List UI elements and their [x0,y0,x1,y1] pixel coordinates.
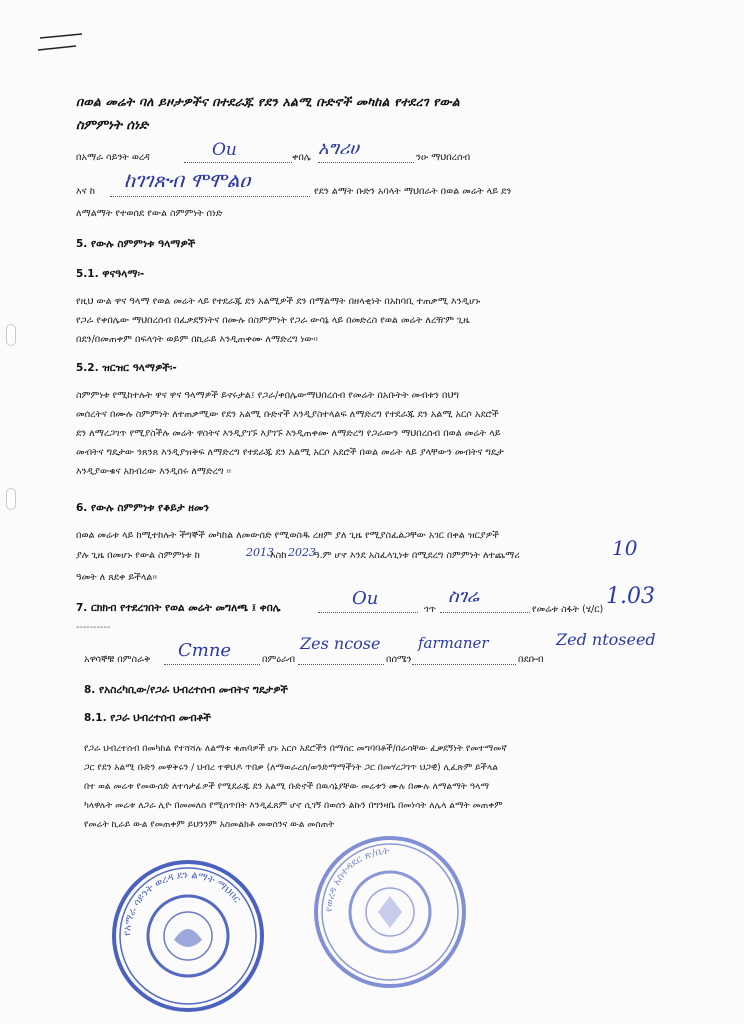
handwritten-year-start: 2013 [246,546,274,559]
svg-text:የአማራ ሳይንት ወረዳ ደን ልማት ማህበር: የአማራ ሳይንት ወረዳ ደን ልማት ማህበር [121,869,243,937]
south-label: በደቡብ [518,654,544,665]
official-stamp-right [310,832,470,992]
fill-line [184,162,292,163]
paragraph-line: በወል መሬቱ ላይ ከሚተከሉት ችግኞች መካከል ለመውሰድ የሚወስዱ ረዘም ያለ ጊዜ የሚያስፈልጋቸው አገር በቀል ዝርያዎች [76,530,500,541]
handwritten-west: Zes ncose [300,634,381,653]
official-stamp-left [108,856,268,1016]
fill-line [318,162,414,163]
paragraph-line: ጋር የደን አልሚ ቡድን መዋቅሩን / ህብረ ተዋህዶ ጥበቃ (ለማወራረስ/ወንድማማችነት ጋር በመሃረጋገጥ ህጋዊ) ሊፈጽም ይችላል [84,763,498,773]
intro-text: ለማልማት የተወሰደ የውል ስምምነት ሰነድ [76,208,223,219]
svg-text:የወረዳ አስተዳደር ጽ/ቤት: የወረዳ አስተዳደር ጽ/ቤት [323,845,390,913]
paragraph-line: ስምምነቱ የሚከተሉት ዋና ዋና ዓላማዎች ይኖሩታል፤ የጋራ/ቀበሌውማህበረሰብ የመሬት በአቡትት መብቱን በህግ [76,390,459,401]
duration-mid-text: ዓ.ም ሆኖ እንደ አስፈላጊነቱ በሚደረግ ስምምነት ለተጨማሪ [314,550,520,561]
got-label: ጎጥ [424,604,436,615]
west-label: በምዕራብ [262,654,296,665]
kebele-label: ቀበሌ [292,152,311,163]
subsection-heading: 8.1. የጋራ ህብረተሰብ መብቶች [84,712,211,724]
intro-text: እና ከ [76,186,95,197]
handwritten-group: ከገገጽብ ሞሞልዐ [124,168,251,192]
handwritten-extra-years: 10 [612,536,638,560]
area-label: የመሬቱ ስፋት (ሄ/ር) [532,604,604,615]
paragraph-line: እንዲያውቁና አክብረው እንዲሰሩ ለማድረግ ፡፡ [76,466,231,477]
paragraph-line: ካላዋሉት መሬቱ ለጋራ ሊዮ በመመለስ የሚሰጥበት እንዲፈጸም ሆኖ ሲገኝ በወሰን ልኩን በግንዛቤ በመነሳት ለሌላ ልማት መጠቀም [84,801,503,811]
handwritten-south: Zed ntoseed [556,630,656,649]
paragraph-line: በደን/በመጠቀም በፍላጎት ወይም በኪራይ እንዲጠቀሙ ለማድረግ ነው፡፡ [76,334,318,345]
paragraph-line: ዓመት ለ ጸደቀ ይችላል፡፡ [76,572,157,583]
punch-hole [6,488,16,510]
intro-text: በአማራ ሳይንት ወረዳ [76,152,150,163]
fill-line [298,664,384,665]
duration-mid-text: እስከ [270,550,287,561]
section-heading: 7. ርክክብ የተደረገበት የወል መሬት መግለጫ ፤ ቀበሌ [76,602,281,614]
subsection-heading: 5.1. ዋናዓላማ፡- [76,268,145,280]
handwritten-kebele: አግሪሀ [318,138,359,159]
paragraph-line: ያሉ ጊዜ በመሆኑ የውል ስምምነቱ ከ [76,550,200,561]
paragraph-line: መብትና ግዴታው ንጸንጸ እንዲያዝቅፍ ለማድረግ የተደራጁ ደን አልሚ አርሶ አደሮች በወል መሬት ላይ ያላቸውን መብትና ግዴታ [76,447,504,458]
paragraph-line: የመሬት ኪራይ ውል የመጠቀም ይህንንም አስመልክቶ መወሰንና ውል መስጠት [84,820,335,830]
section-heading: 5. የውሉ ስምምነቱ ዓላማዎች [76,238,196,250]
paragraph-line: የጋራ ህብረተሰብ በመካከል የተሻሻሉ ለልማቱ ቁጠባዎች ሆኑ አርሶ አደሮችን በማሰር መግባባቶች/በራሳቸው ፈቃደኝነት የመተማመኛ [84,744,508,754]
handwritten-area: 1.03 [606,584,655,609]
document-title-line1: በወል መሬት ባለ ይዞታዎችና በተደራጁ የደን አልሚ ቡድኖች መካከል የተደረገ የውል [76,94,460,109]
section-heading: 6. የውሉ ስምምነቱ የቆይታ ዘመን [76,502,209,514]
paragraph-line: የጋራ የቀበሌው ማህበረሰብ በፈቃደኝነትና በሙሉ በስምምነት የጋራ ውሳኔ ላይ በመድረስ የወል መሬት ለረዥም ጊዜ [76,315,470,326]
fill-line [110,196,310,197]
handwritten-got: Ou [352,588,379,609]
document-title-line2: ስምምነት ሰነድ [76,118,149,133]
handwritten-north: farmaner [418,634,489,652]
fill-line [164,664,260,665]
dash-line: ---------- [76,622,111,633]
fill-line [412,664,516,665]
north-label: በሰሜን [386,654,412,665]
paragraph-line: በተ ወል መሬቱ የመውሰድ ለተሳታፊዎች የሚደራጁ ደን አልሚ ቡድኖች በዉሳኔያቸው መሬቱን ሙሉ በሙሉ ለማልማት ዓላማ [84,782,490,792]
fill-line [440,612,530,613]
paragraph-line: መሰረትና በሙሉ ስምምነት ለተጠቃሚው የደን አልሚ ቡድኖች እንዲያስተላልፍ ለማድረግ የተደራጁ ደን አልሚ አርሶ አደሮች [76,409,499,420]
subsection-heading: 5.2. ዝርዝር ዓላማዎች፡- [76,362,177,374]
pen-mark-icon [36,28,86,58]
intro-text: የደን ልማት ቡድን አባላት ማህበራት በወል መሬት ላይ ደን [314,186,512,197]
handwritten-got-name: ስገሬ [448,586,479,607]
handwritten-wereda: Ou [212,140,237,160]
handwritten-east: Cmne [178,640,232,661]
section-heading: 8. የአስረካቢው/የጋራ ህብረተሰብ መብትና ግዴታዎች [84,684,288,696]
punch-hole [6,324,16,346]
intro-text: ንዑ ማህበረሰብ [416,152,471,163]
handwritten-year-end: 2023 [288,546,316,559]
boundaries-label: አዋሳኞቹ በምስራቅ [84,654,151,665]
paragraph-line: የዚህ ውል ዋና ዓላማ የወል መሬት ላይ የተደራጁ ደን አልሚዎች ደን በማልማት በዘላቂነት በአከባቢ ተጠቃሚ እንዲሆኑ [76,296,481,307]
paragraph-line: ደን ለማረጋገጥ የሚያስችሉ መሬት ዋስትና እንዲያገኙ እያገኙ እንዲጠቀሙ ለማድረግ የጋራውን ማህበረሰብ በወል መሬት ላይ [76,428,501,439]
fill-line [318,612,418,613]
